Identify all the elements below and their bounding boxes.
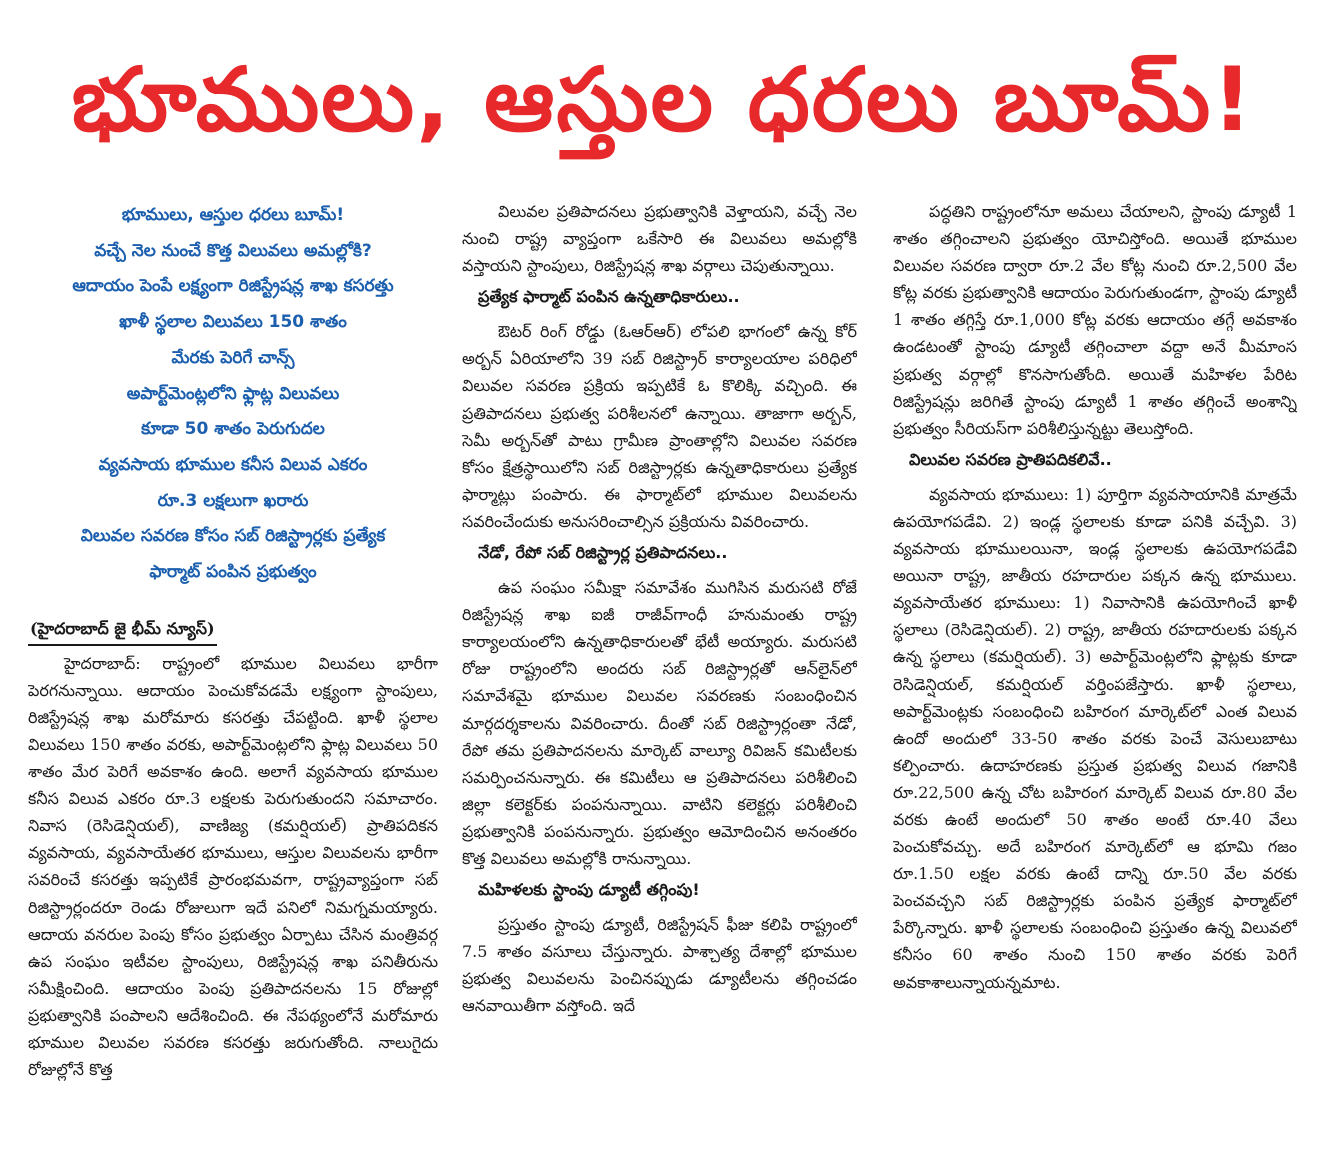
deck-line: ఆదాయం పెంపే లక్ష్యంగా రిజిస్ట్రేషన్ల శాఖ కసరత్తు (72, 276, 394, 297)
subheading: ప్రత్యేక ఫార్మాట్ పంపిన ఉన్నతాధికారులు.. (478, 287, 740, 307)
body-paragraph: ప్రస్తుతం స్టాంపు డ్యూటీ, రిజిస్ట్రేషన్ ఫీజు కలిపి రాష్ట్రంలో 7.5 శాతం వసూలు చేస్తున్నారు. పాశ్చాత్య దేశాల్లో భూముల ప్రభుత్వ విలువలను పెంచినప్పుడు డ్యూటీలను తగ్గించడం ఆనవాయితీగా వస్తోంది. ఇదే (462, 915, 857, 1016)
body-paragraph: వ్యవసాయ భూములు: 1) పూర్తిగా వ్యవసాయానికి మాత్రమే ఉపయోగపడేవి. 2) ఇండ్ల స్థలాలకు కూడా పనికి వచ్చేవి. 3) వ్యవసాయ భూములయినా, ఇండ్ల స్థలాలకు ఉపయోగపడేవి అయినా రాష్ట్ర, జాతీయ రహదారుల పక్కన ఉన్న భూములు. వ్యవసాయేతర భూములు: 1) నివాసానికి ఉపయోగించే ఖాళీ స్థలాలు (రెసిడెన్షియల్). 2) రాష్ట్ర, జాతీయ రహదారులకు పక్కన ఉన్న స్థలాలు (కమర్షియల్). 3) అపార్ట్‌మెంట్లలోని ఫ్లాట్లకు కూడా రెసిడెన్షియల్, కమర్షియల్ వర్తింపజేస్తారు. ఖాళీ స్థలాలు, అపార్ట్‌మెంట్లకు సంబంధించి బహిరంగ మార్కెట్‌లో ఎంత విలువ ఉందో అందులో 33-50 శాతం వరకు పెంచే వెసులుబాటు కల్పించారు. ఉదాహరణకు ప్రస్తుత ప్రభుత్వ విలువ గజానికి రూ.22,500 ఉన్న చోట బహిరంగ మార్కెట్ విలువ రూ.80 వేల వరకు ఉంటే అందులో 50 శాతం అంటే రూ.40 వేలు పెంచుకోవచ్చు. అదే బహిరంగ మార్కెట్‌లో ఆ భూమి గజం రూ.1.50 లక్షల వరకు ఉంటే దాన్ని రూ.50 వేల వరకు పెంచవచ్చని సబ్ రిజిస్ట్రార్లకు పంపిన ప్రత్యేక ఫార్మాట్‌లో పేర్కొన్నారు. ఖాళీ స్థలాలకు సంబంధించి ప్రస్తుతం ఉన్న విలువలో కనీసం 60 శాతం నుంచి 150 శాతం వరకు పెరిగే అవకాశాలున్నాయన్నమాట. (893, 484, 1297, 992)
dateline: (హైదరాబాద్ జై భీమ్ న్యూస్) (28, 615, 217, 646)
deck-line: మేరకు పెరిగే చాన్స్ (171, 347, 295, 368)
headline: భూములు, ఆస్తుల ధరలు బూమ్! (71, 48, 1255, 151)
deck-line: భూములు, ఆస్తుల ధరలు బూమ్! (121, 205, 345, 225)
body-paragraph: ఔటర్ రింగ్ రోడ్డు (ఓఆర్ఆర్) లోపలి భాగంలో ఉన్న కోర్ అర్బన్ ఏరియాలోని 39 సబ్ రిజిస్ట్రార్ కార్యాలయాల పరిధిలో విలువల సవరణ ప్రక్రియ ఇప్పటికే ఓ కొలిక్కి వచ్చింది. ఈ ప్రతిపాదనలు ప్రభుత్వ పరిశీలనలో ఉన్నాయి. తాజాగా అర్బన్, సెమీ అర్బన్‌తో పాటు గ్రామీణ ప్రాంతాల్లోని విలువల సవరణ కోసం క్షేత్రస్థాయిలోని సబ్ రిజిస్ట్రార్లకు ఉన్నతాధికారులు ప్రత్యేక ఫార్మాట్లు పంపారు. ఈ ఫార్మాట్‌లో భూముల విలువలను సవరించేందుకు అనుసరించాల్సిన ప్రక్రియను వివరించారు. (462, 322, 857, 531)
deck-line: కూడా 50 శాతం పెరుగుదల (141, 419, 325, 440)
deck-line: ఖాళీ స్థలాల విలువలు 150 శాతం (119, 312, 347, 333)
column-1 (28, 198, 438, 1083)
body-paragraph: ఉప సంఘం సమీక్షా సమావేశం ముగిసిన మరుసటి రోజే రిజిస్ట్రేషన్ల శాఖ ఐజీ రాజీవ్‌గాంధీ హనుమంతు రాష్ట్ర కార్యాలయంలోని ఉన్నతాధికారులతో భేటీ అయ్యారు. మరుసటి రోజు రాష్ట్రంలోని అందరు సబ్ రిజిస్ట్రార్లతో ఆన్‌లైన్‌లో సమావేశమై భూముల విలువల సవరణకు సంబంధించిన మార్గదర్శకాలను వివరించారు. దీంతో సబ్ రిజిస్ట్రార్లంతా నేడో, రేపో తమ ప్రతిపాదనలను మార్కెట్ వాల్యూ రివిజన్ కమిటీలకు సమర్పించనున్నారు. ఈ కమిటీలు ఆ ప్రతిపాదనలు పరిశీలించి జిల్లా కలెక్టర్‌కు పంపనున్నాయి. వాటిని కలెక్టర్లు పరిశీలించి ప్రభుత్వానికి పంపనున్నారు. ప్రభుత్వం ఆమోదించిన అనంతరం కొత్త విలువలు అమల్లోకి రానున్నాయి. (462, 578, 857, 868)
deck-line: వచ్చే నెల నుంచే కొత్త విలువలు అమల్లోకి? (94, 240, 372, 261)
body-paragraph: విలువల ప్రతిపాదనలు ప్రభుత్వానికి వెళ్తాయని, వచ్చే నెల నుంచి రాష్ట్ర వ్యాప్తంగా ఒకేసారి ఈ విలువలు అమల్లోకి వస్తాయని స్టాంపులు, రిజిస్ట్రేషన్ల శాఖ వర్గాలు చెపుతున్నాయి. (462, 202, 857, 276)
column-3 (893, 198, 1297, 996)
subheading: నేడో, రేపో సబ్ రిజిస్ట్రార్ల ప్రతిపాదనలు.. (478, 543, 728, 563)
deck-line: ఫార్మాట్ పంపిన ప్రభుత్వం (149, 562, 317, 583)
deck (28, 198, 438, 591)
subheading: మహిళలకు స్టాంపు డ్యూటీ తగ్గింపు! (478, 880, 700, 900)
body-paragraph: పద్ధతిని రాష్ట్రంలోనూ అమలు చేయాలని, స్టాంపు డ్యూటీ 1 శాతం తగ్గించాలని ప్రభుత్వం యోచిస్తోంది. అయితే భూముల విలువల సవరణ ద్వారా రూ.2 వేల కోట్ల నుంచి రూ.2,500 వేల కోట్ల వరకు ప్రభుత్వానికి ఆదాయం పెరుగుతుండగా, స్టాంపు డ్యూటీ 1 శాతం తగ్గిస్తే రూ.1,000 కోట్ల వరకు ఆదాయం తగ్గే అవకాశం ఉండటంతో స్టాంపు డ్యూటీ తగ్గించాలా వద్దా అనే మీమాంస ప్రభుత్వ వర్గాల్లో కొనసాగుతోంది. అయితే మహిళల పేరిట రిజిస్ట్రేషన్లు జరిగితే స్టాంపు డ్యూటీ 1 శాతం తగ్గించే అంశాన్ని ప్రభుత్వం సీరియస్‌గా పరిశీలిస్తున్నట్టు తెలుస్తోంది. (893, 202, 1297, 438)
deck-line: విలువల సవరణ కోసం సబ్ రిజిస్ట్రార్లకు ప్రత్యేక (80, 526, 386, 547)
column-2 (462, 198, 857, 1019)
body-paragraph: హైదరాబాద్: రాష్ట్రంలో భూముల విలువలు భారీగా పెరగనున్నాయి. ఆదాయం పెంచుకోవడమే లక్ష్యంగా స్టాంపులు, రిజిస్ట్రేషన్ల శాఖ మరోమారు కసరత్తు చేపట్టింది. ఖాళీ స్థలాల విలువలు 150 శాతం వరకు, అపార్ట్‌మెంట్లలోని ఫ్లాట్ల విలువలు 50 శాతం మేర పెరిగే అవకాశం ఉంది. అలాగే వ్యవసాయ భూముల కనీస విలువ ఎకరం రూ.3 లక్షలకు పెరుగుతుందని సమాచారం. నివాస (రెసిడెన్షియల్), వాణిజ్య (కమర్షియల్) ప్రాతిపదికన వ్యవసాయ, వ్యవసాయేతర భూములు, ఆస్తుల విలువలను భారీగా సవరించే కసరత్తు ఇప్పటికే ప్రారంభమవగా, రాష్ట్రవ్యాప్తంగా సబ్ రిజిస్ట్రార్లందరూ రెండు రోజులుగా ఇదే పనిలో నిమగ్నమయ్యారు. ఆదాయ వనరుల పెంపు కోసం ప్రభుత్వం ఏర్పాటు చేసిన మంత్రివర్గ ఉప సంఘం ఇటీవల స్టాంపులు, రిజిస్ట్రేషన్ల శాఖ పనితీరును సమీక్షించింది. ఆదాయం పెంపు ప్రతిపాదనలను 15 రోజుల్లో ప్రభుత్వానికి పంపాలని ఆదేశించింది. ఈ నేపథ్యంలోనే మరోమారు భూముల విలువల సవరణ కసరత్తు జరుగుతోంది. నాలుగైదు రోజుల్లోనే కొత్త (28, 653, 438, 1080)
deck-line: అపార్ట్‌మెంట్లలోని ఫ్లాట్ల విలువలు (126, 383, 340, 404)
subheading: విలువల సవరణ ప్రాతిపదికలివే.. (909, 449, 1112, 469)
deck-line: వ్యవసాయ భూముల కనీస విలువ ఎకరం (98, 454, 368, 475)
deck-line: రూ.3 లక్షలుగా ఖరారు (157, 490, 309, 511)
